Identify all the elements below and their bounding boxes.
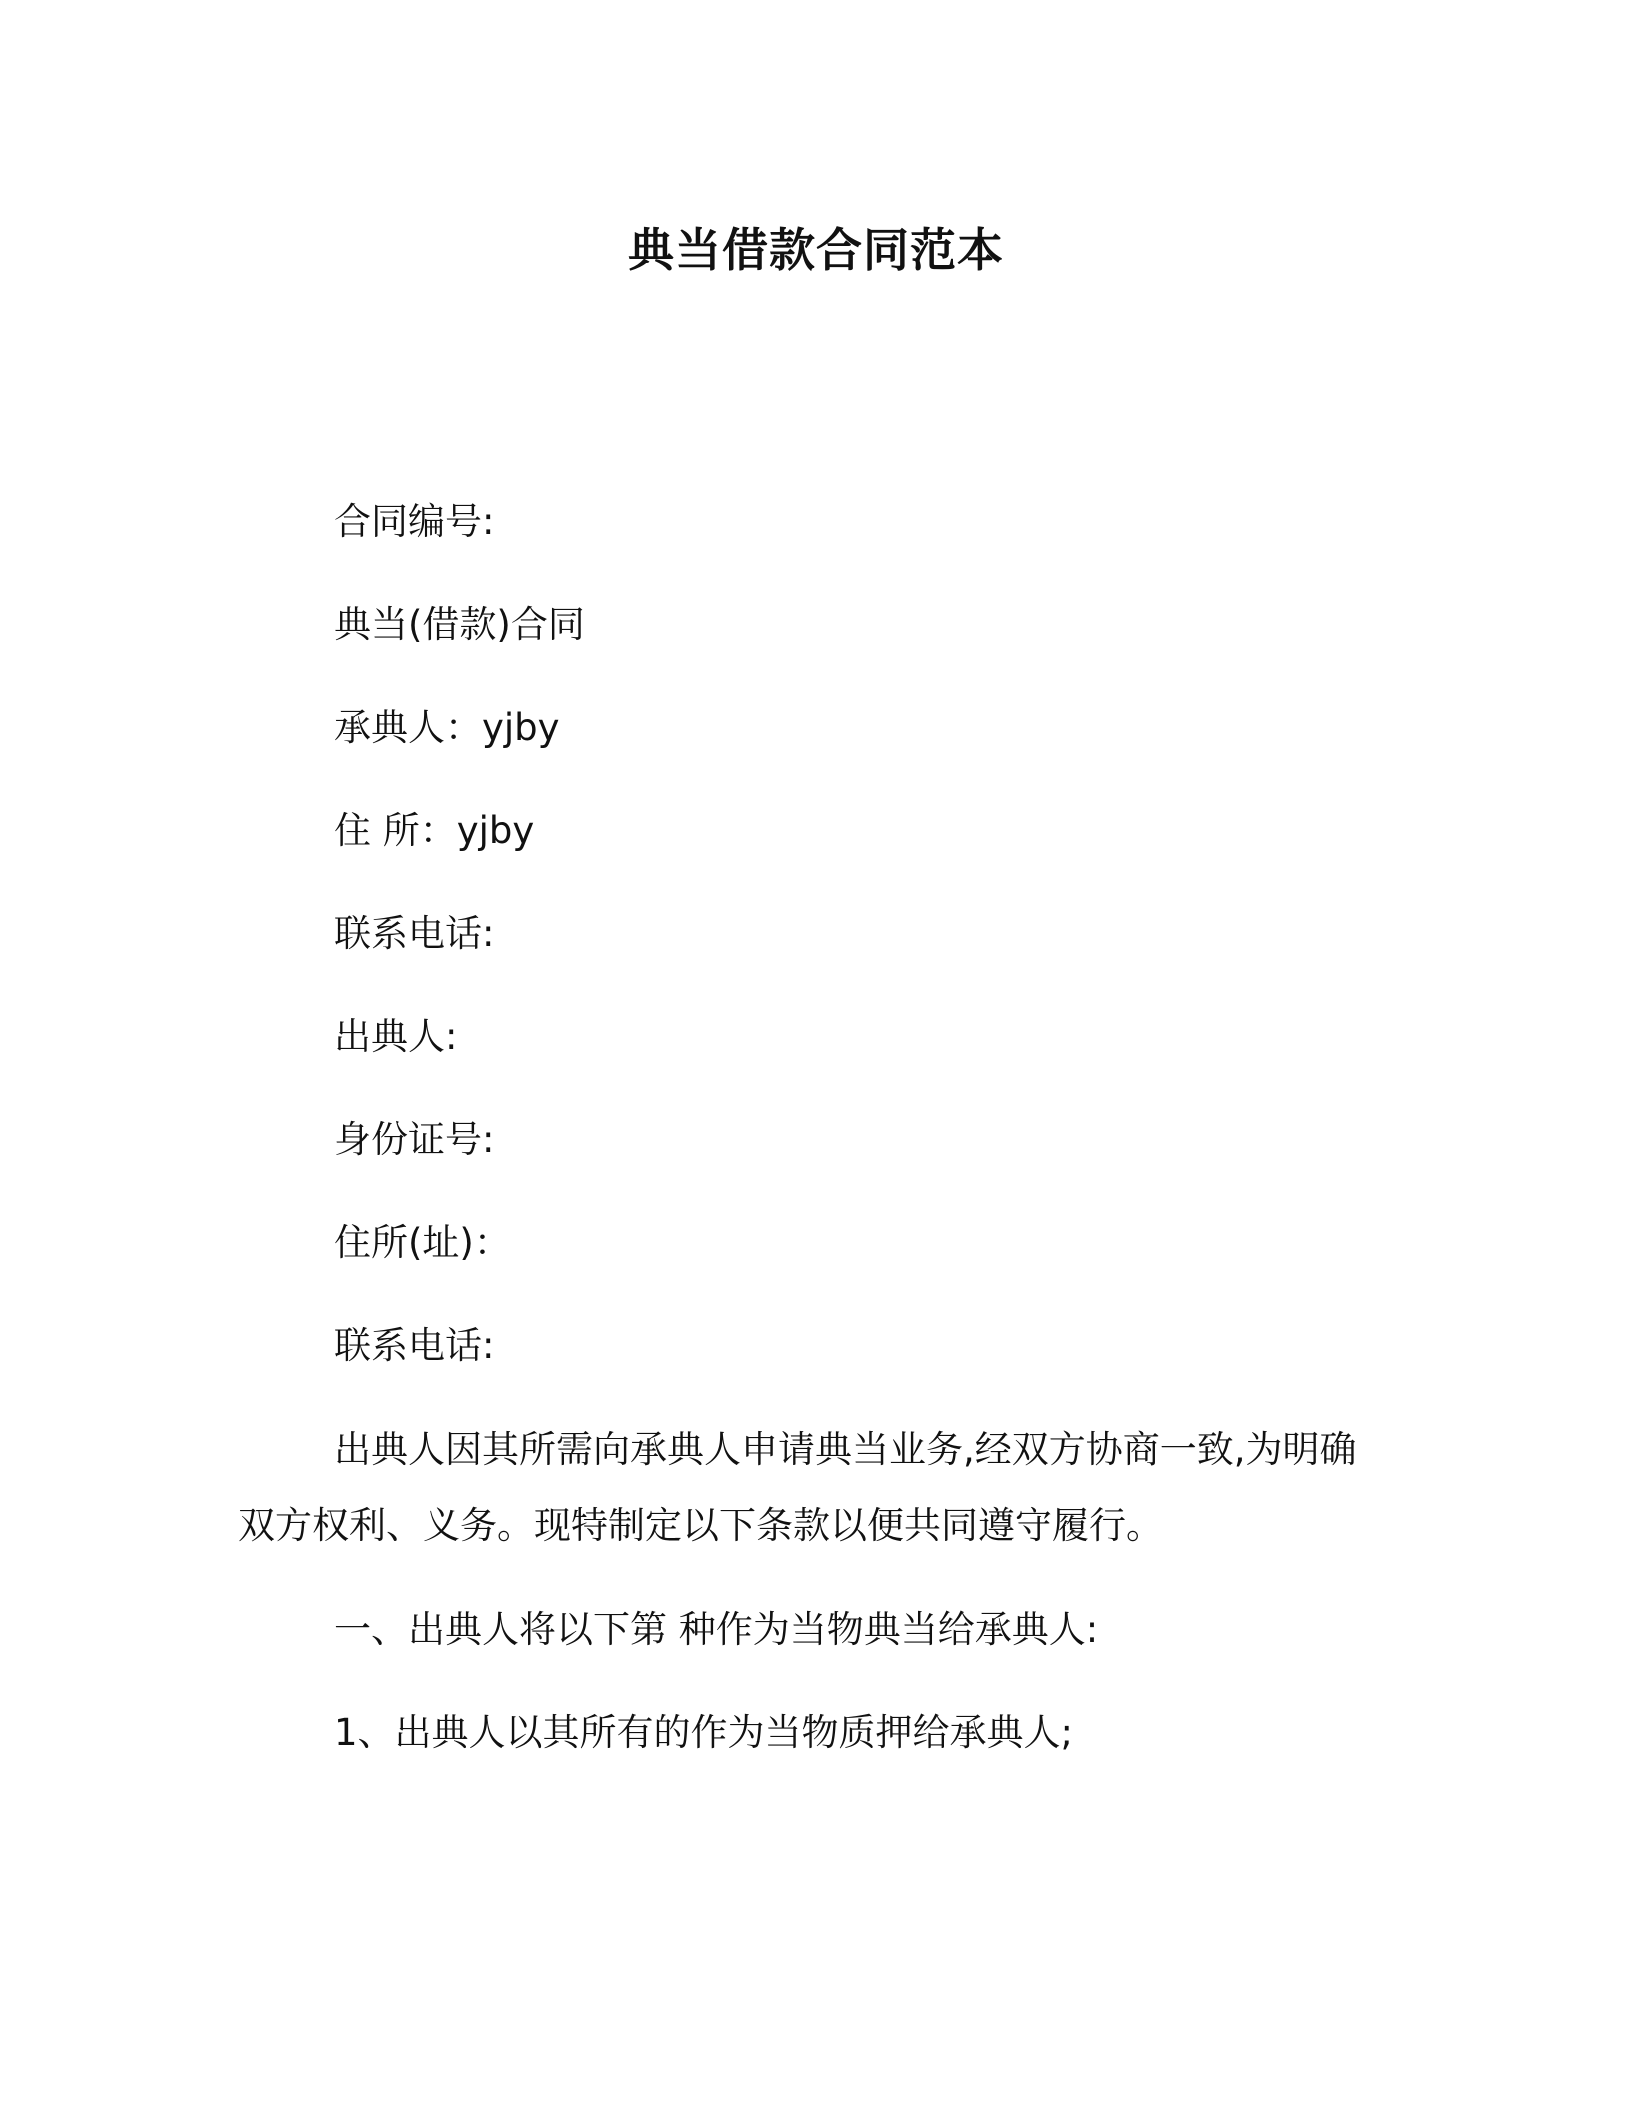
clause-1: 一、出典人将以下第 种作为当物典当给承典人:	[334, 1608, 1099, 1651]
clause-1-item-1: 1、出典人以其所有的作为当物质押给承典人;	[334, 1711, 1074, 1754]
field-contract-number: 合同编号:	[334, 500, 495, 543]
document-title: 典当借款合同范本	[628, 223, 1004, 277]
field-pawnor: 出典人:	[334, 1015, 458, 1058]
field-pawnee: 承典人：yjby	[334, 706, 560, 749]
field-pawnee-address: 住 所：yjby	[334, 809, 535, 852]
field-pawnee-phone: 联系电话:	[334, 912, 495, 955]
intro-paragraph: 出典人因其所需向承典人申请典当业务,经双方协商一致,为明确双方权利、义务。现特制定以下条款以便共同遵守履行。	[238, 1428, 1357, 1547]
field-contract-type: 典当(借款)合同	[334, 603, 585, 646]
field-pawnor-phone: 联系电话:	[334, 1324, 495, 1367]
field-pawnor-address: 住所(址)：	[334, 1221, 511, 1264]
field-pawnor-id: 身份证号:	[334, 1118, 495, 1161]
